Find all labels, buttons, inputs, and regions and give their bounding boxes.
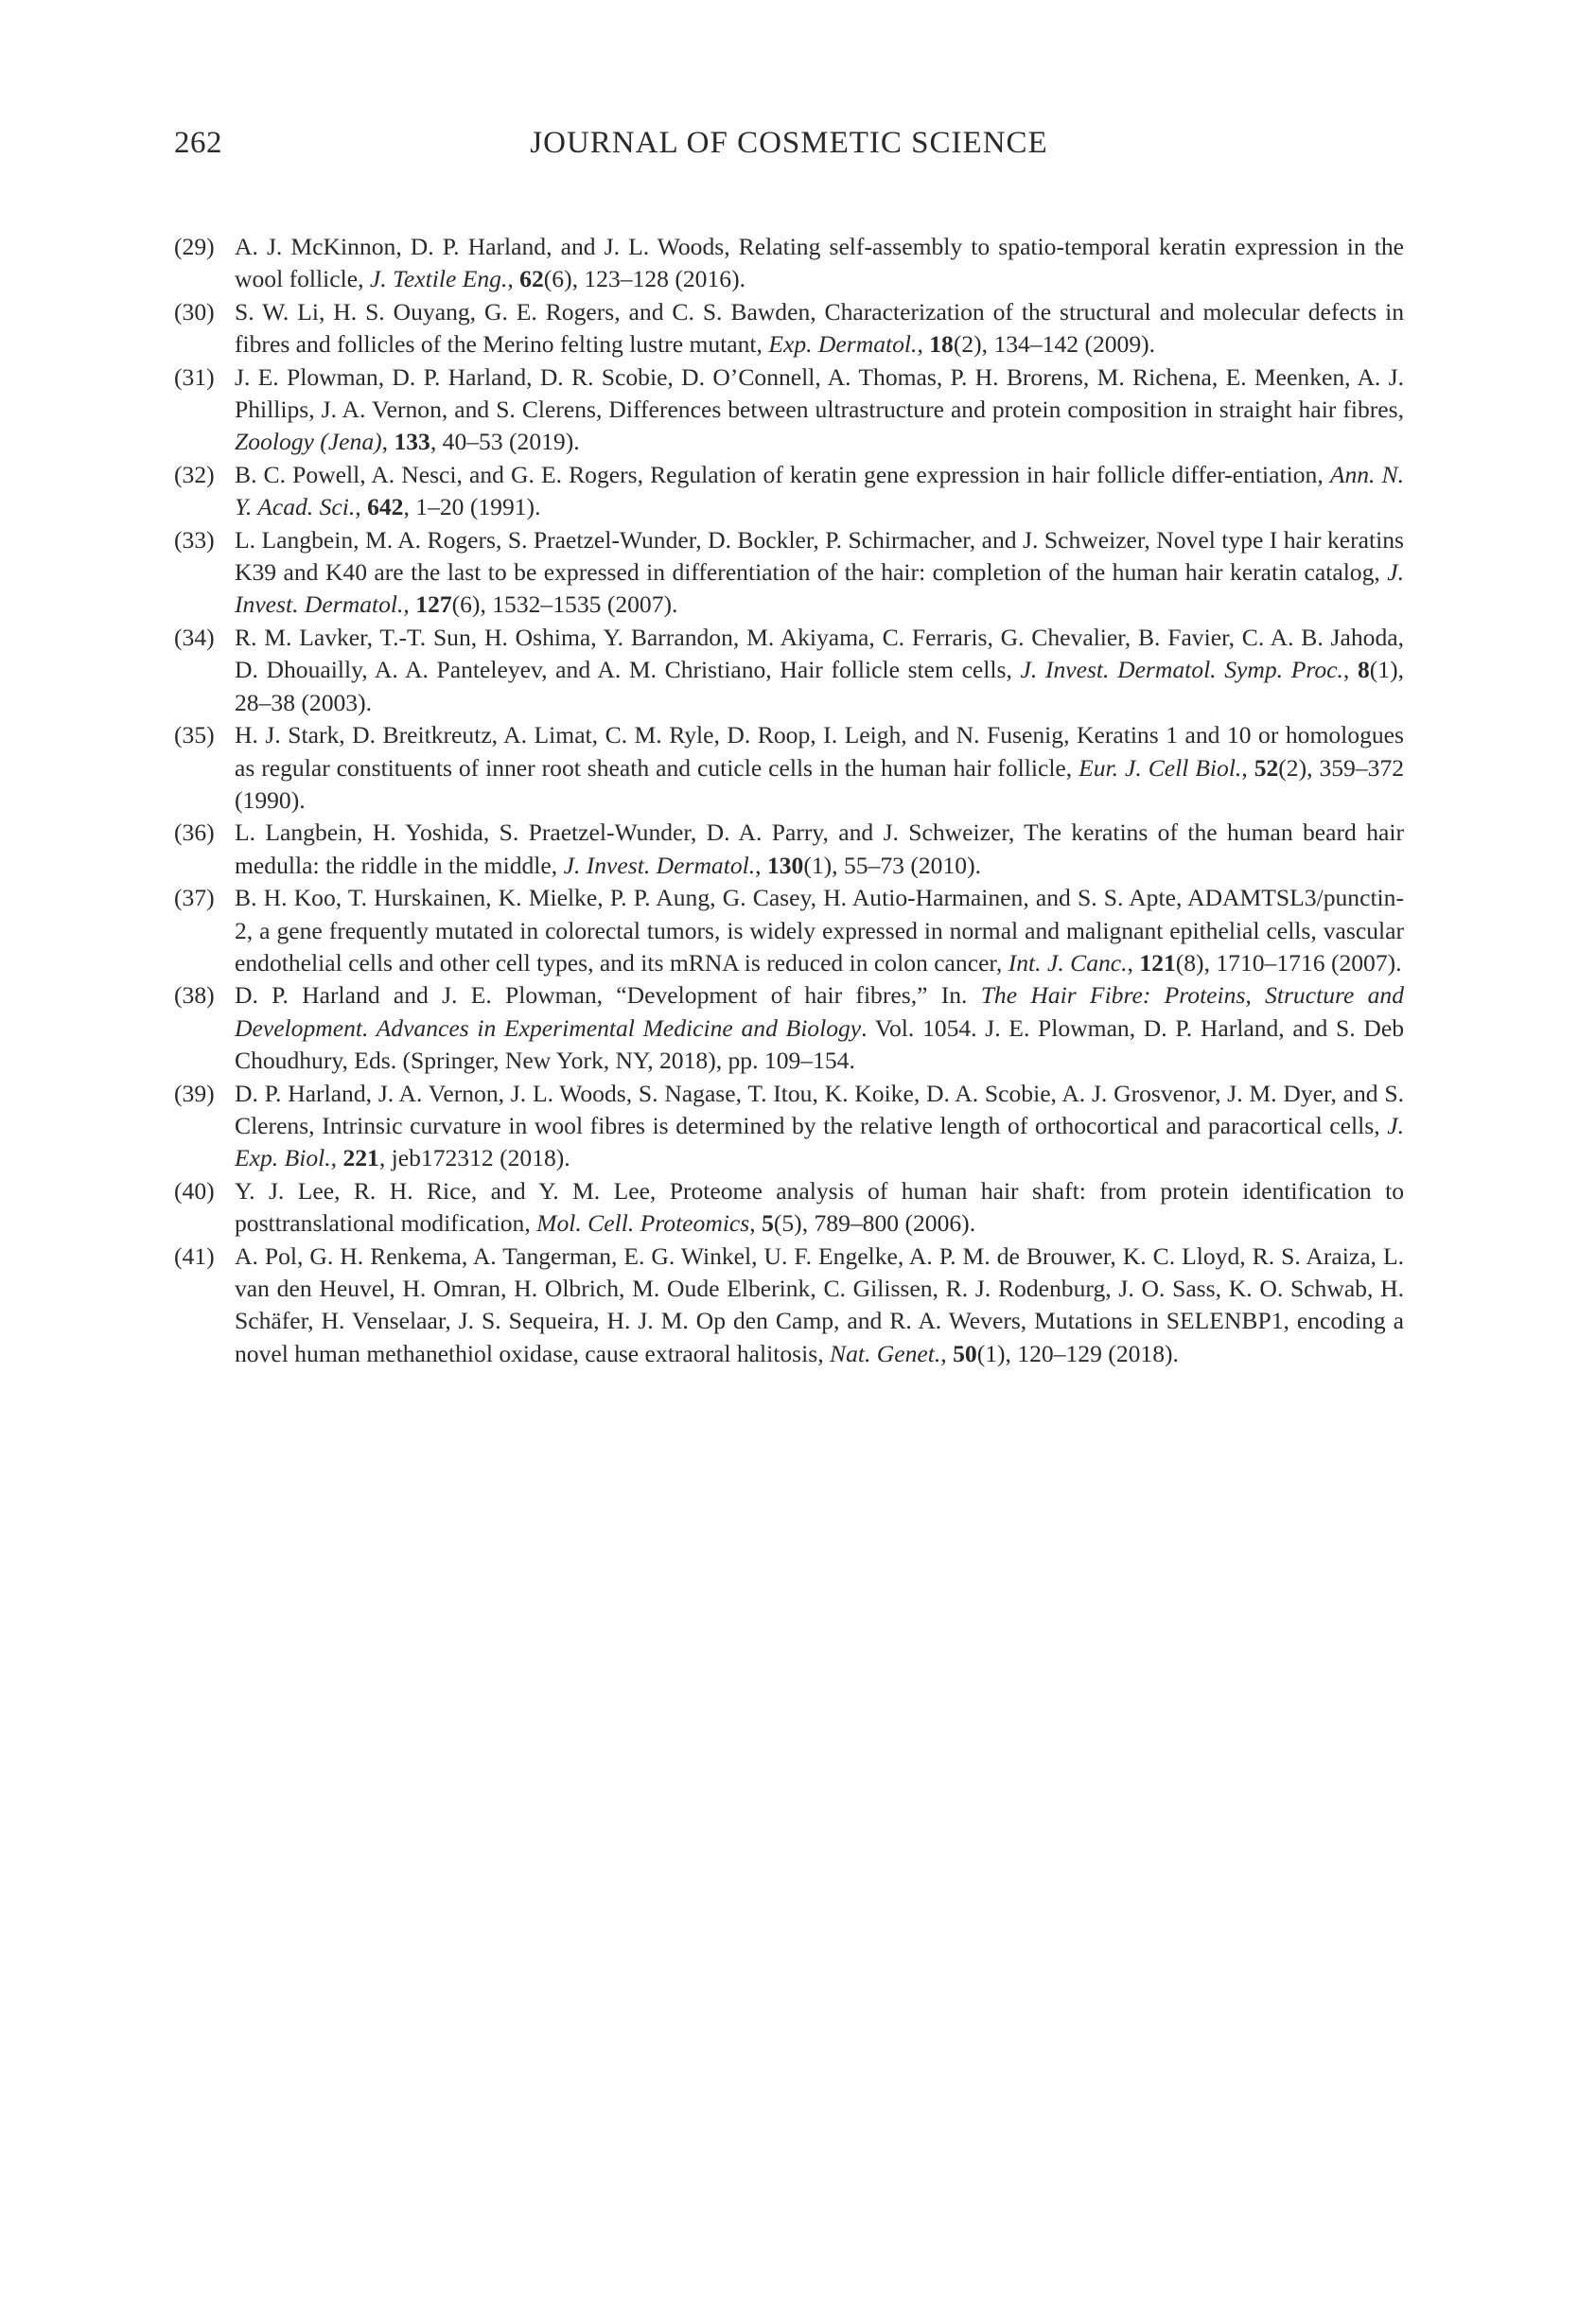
reference-segment: (2), 359–372 (1990). [235, 753, 1405, 814]
reference-journal-title: Zoology (Jena) [235, 428, 382, 456]
reference-segment: , [749, 1209, 763, 1238]
reference-item [174, 1241, 1404, 1371]
reference-item [174, 361, 1404, 459]
reference-volume: 121 [1139, 948, 1176, 977]
reference-text [235, 981, 1404, 1074]
reference-text [235, 884, 1404, 977]
reference-segment: (1), 120–129 (2018). [976, 1339, 1179, 1367]
running-head: JOURNAL OF COSMETIC SCIENCE [530, 126, 1048, 160]
reference-text [235, 1177, 1404, 1237]
reference-segment: , [381, 428, 395, 456]
reference-volume: 127 [415, 590, 452, 619]
reference-number: (32) [174, 460, 215, 488]
reference-segment: L. Langbein, M. A. Rogers, S. Praetzel-Wunder, D. Bockler, P. Schirmacher, and J. Schweizer, Novel type I hair keratins K39 and K40 are the last to be expressed in differentiation of the hair: completion of the human hair keratin catalog, [235, 525, 1404, 587]
reference-journal-title: Int. J. Canc. [1008, 948, 1128, 977]
reference-segment: D. P. Harland, J. A. Vernon, J. L. Woods, S. Nagase, T. Itou, K. Koike, D. A. Scobie, A. J. Grosvenor, J. M. Dyer, and S. Clerens, Intrinsic curvature in wool fibres is determined by the relative length of orthocortical and paracortical cells, [235, 1079, 1404, 1139]
reference-text [235, 624, 1404, 716]
reference-segment: A. J. McKinnon, D. P. Harland, and J. L. Woods, Relating self-assembly to spatio-temporal keratin expression in the wool follicle, [235, 233, 1404, 293]
reference-text [235, 1080, 1404, 1172]
reference-volume: 62 [519, 265, 544, 293]
reference-segment: . Vol. 1054. J. E. Plowman, D. P. Harland, and S. Deb Choudhury, Eds. (Springer, New York, NY, 2018), pp. 109–154. [235, 1013, 1404, 1075]
reference-segment: D. P. Harland and J. E. Plowman, “Development of hair fibres,” In. [235, 981, 981, 1010]
reference-segment: R. M. Lavker, T.-T. Sun, H. Oshima, Y. Barrandon, M. Akiyama, C. Ferraris, G. Chevalier, B. Favier, C. A. B. Jahoda, D. Dhouailly, A. A. Panteleyev, and A. M. Christiano, Hair follicle stem cells, [235, 623, 1404, 684]
reference-number: (35) [174, 721, 215, 749]
reference-segment: (1), 28–38 (2003). [235, 656, 1405, 716]
reference-segment: , 1–20 (1991). [403, 493, 541, 521]
reference-item [174, 231, 1404, 296]
reference-segment: , [403, 590, 416, 619]
reference-text [235, 526, 1404, 619]
reference-journal-title: J. Textile Eng. [369, 265, 508, 293]
reference-segment: , jeb172312 (2018). [378, 1144, 570, 1172]
reference-item [174, 1175, 1404, 1241]
reference-volume: 52 [1254, 753, 1279, 782]
reference-segment: L. Langbein, H. Yoshida, S. Praetzel-Wunder, D. A. Parry, and J. Schweizer, The keratins of the human beard hair medulla: the riddle in the middle, [235, 819, 1404, 879]
reference-segment: (6), 1532–1535 (2007). [451, 590, 678, 619]
reference-segment: B. C. Powell, A. Nesci, and G. E. Rogers, Regulation of keratin gene expression in hair follicle differ-entiation, [235, 460, 1330, 488]
reference-volume: 642 [367, 493, 404, 521]
reference-journal-title: The Hair Fibre: Proteins, Structure and Development. Advances in Experimental Medicine and Biology [235, 981, 1404, 1042]
reference-item [174, 459, 1404, 524]
reference-volume: 130 [766, 851, 804, 879]
reference-journal-title: Ann. N. Y. Acad. Sci. [235, 460, 1404, 521]
reference-number: (36) [174, 819, 215, 847]
reference-segment: (1), 55–73 (2010). [803, 851, 981, 879]
reference-journal-title: Mol. Cell. Proteomics [536, 1209, 750, 1238]
reference-number: (31) [174, 362, 215, 391]
reference-segment: , [1127, 948, 1140, 977]
reference-number: (40) [174, 1176, 215, 1205]
reference-segment: S. W. Li, H. S. Ouyang, G. E. Rogers, and C. S. Bawden, Characterization of the structural and molecular defects in fibres and follicles of the Merino felting lustre mutant, [235, 297, 1404, 359]
reference-segment: (6), 123–128 (2016). [543, 265, 745, 293]
reference-number: (39) [174, 1079, 215, 1107]
reference-number: (30) [174, 297, 215, 326]
reference-segment: , [355, 493, 368, 521]
reference-segment: Y. J. Lee, R. H. Rice, and Y. M. Lee, Proteome analysis of human hair shaft: from protein identification to posttranslational modification, [235, 1176, 1404, 1238]
reference-item [174, 882, 1404, 979]
reference-segment: , [917, 330, 930, 359]
reference-segment: , [1342, 656, 1358, 684]
reference-text [235, 233, 1404, 292]
page-number: 262 [174, 126, 222, 160]
reference-segment: (8), 1710–1716 (2007). [1175, 948, 1402, 977]
reference-number: (41) [174, 1241, 215, 1270]
reference-volume: 221 [342, 1144, 379, 1172]
reference-number: (38) [174, 981, 215, 1010]
reference-journal-title: Nat. Genet. [830, 1339, 941, 1367]
reference-segment: B. H. Koo, T. Hurskainen, K. Mielke, P. P. Aung, G. Casey, H. Autio-Harmainen, and S. S. Apte, ADAMTSL3/punctin-2, a gene frequently mutated in colorectal tumors, is widely expressed in normal and malignant epithelial cells, vascular endothelial cells and other cell types, and its mRNA is reduced in colon cancer, [235, 884, 1404, 977]
reference-volume: 5 [762, 1209, 774, 1238]
reference-segment: , [940, 1339, 954, 1367]
reference-text [235, 721, 1404, 814]
reference-text [235, 1242, 1404, 1367]
reference-journal-title: Eur. J. Cell Biol. [1079, 753, 1242, 782]
reference-journal-title: Exp. Dermatol. [768, 330, 918, 359]
reference-number: (29) [174, 233, 215, 260]
reference-journal-title: J. Invest. Dermatol. Symp. Proc. [1020, 656, 1343, 684]
reference-journal-title: J. Invest. Dermatol. [235, 558, 1404, 619]
reference-item [174, 979, 1404, 1077]
reference-segment: , 40–53 (2019). [430, 428, 580, 456]
reference-segment: (2), 134–142 (2009). [953, 330, 1156, 359]
reference-segment: J. E. Plowman, D. P. Harland, D. R. Scobie, D. O’Connell, A. Thomas, P. H. Brorens, M. Richena, E. Meenken, A. J. Phillips, J. A. Vernon, and S. Clerens, Differences between ultrastructure and protein composition in straight hair fibres, [235, 362, 1404, 424]
reference-number: (33) [174, 525, 215, 554]
reference-segment: A. Pol, G. H. Renkema, A. Tangerman, E. G. Winkel, U. F. Engelke, A. P. M. de Brouwer, K. C. Lloyd, R. S. Araiza, L. van den Heuvel, H. Omran, H. Olbrich, M. Oude Elberink, C. Gilissen, R. J. Rodenburg, J. O. Sass, K. O. Schwab, H. Schäfer, H. Venselaar, J. S. Sequeira, H. J. M. Op den Camp, and R. A. Wevers, Mutations in SELENBP1, encoding a novel human methanethiol oxidase, cause extraoral halitosis, [235, 1241, 1404, 1367]
reference-text [235, 461, 1404, 520]
reference-segment: , [330, 1144, 343, 1172]
reference-journal-title: J. Exp. Biol. [235, 1111, 1404, 1172]
reference-segment: , [1241, 753, 1254, 782]
reference-item [174, 622, 1404, 719]
reference-segment: , [755, 851, 767, 879]
reference-journal-title: J. Invest. Dermatol. [563, 851, 756, 879]
reference-list [174, 231, 1404, 1370]
reference-segment: (5), 789–800 (2006). [773, 1209, 976, 1238]
reference-segment: H. J. Stark, D. Breitkreutz, A. Limat, C. M. Ryle, D. Roop, I. Leigh, and N. Fusenig, Keratins 1 and 10 or homologues as regular constituents of inner root sheath and cuticle cells in the human hair follicle, [235, 721, 1404, 782]
reference-volume: 50 [953, 1339, 977, 1367]
reference-text [235, 298, 1404, 358]
reference-item [174, 817, 1404, 882]
page-header [174, 126, 1404, 171]
reference-volume: 133 [394, 428, 430, 456]
reference-volume: 8 [1357, 656, 1370, 684]
reference-text [235, 363, 1404, 456]
reference-segment: , [507, 265, 520, 293]
reference-number: (37) [174, 884, 215, 912]
reference-number: (34) [174, 623, 215, 651]
reference-item [174, 719, 1404, 817]
reference-item [174, 524, 1404, 622]
reference-item [174, 296, 1404, 361]
reference-text [235, 819, 1404, 878]
reference-item [174, 1078, 1404, 1175]
reference-volume: 18 [929, 330, 954, 359]
